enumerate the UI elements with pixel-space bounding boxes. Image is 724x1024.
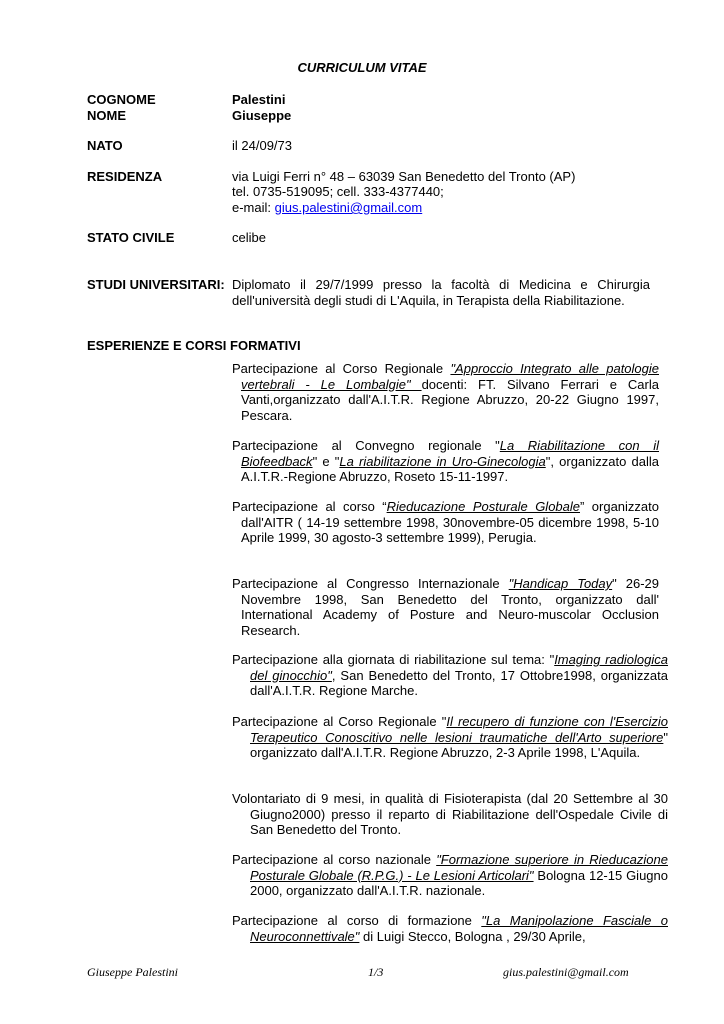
entry-3: Partecipazione al corso “Rieducazione Posturale Globale” organizzato dall'AITR ( 14-19 settembre 1998, 30novembre-05 dicembre 1998, 5-10 Aprile 1999, 30 agosto-3 settembre 1999), Perugia.	[232, 499, 659, 545]
nato-label: NATO	[87, 138, 123, 153]
residenza-phone: tel. 0735-519095; cell. 333-4377440;	[232, 184, 444, 199]
studi-value: Diplomato il 29/7/1999 presso la facoltà di Medicina e Chirurgia dell'università degli studi di L'Aquila, in Terapista della Riabilitazione.	[232, 277, 650, 308]
entry-4: Partecipazione al Congresso Internazionale "Handicap Today" 26-29 Novembre 1998, San Benedetto del Tronto, organizzato dall' International Academy of Posture and Neuro-muscolar Occlusion Research.	[232, 576, 660, 638]
stato-civile-value: celibe	[232, 230, 266, 245]
entry-9: Partecipazione al corso di formazione "La Manipolazione Fasciale o Neuroconnettivale" di Luigi Stecco, Bologna , 29/30 Aprile,	[232, 913, 668, 944]
entry-6: Partecipazione al Corso Regionale "Il recupero di funzione con l'Esercizio Terapeutico Conoscitivo nelle lesioni traumatiche dell'Arto superiore" organizzato dall'A.I.T.R. Regione Abruzzo, 2-3 Aprile 1998, L'Aquila.	[232, 714, 669, 760]
cognome-label: COGNOME	[87, 92, 156, 107]
nato-value: il 24/09/73	[232, 138, 292, 153]
section-heading: ESPERIENZE E CORSI FORMATIVI	[87, 338, 301, 353]
residenza-email-line	[232, 200, 422, 216]
studi-label: STUDI UNIVERSITARI:	[87, 277, 225, 292]
entry-5: Partecipazione alla giornata di riabilitazione sul tema: "Imaging radiologica del ginocchio", San Benedetto del Tronto, 17 Ottobre1998, organizzata dall'A.I.T.R. Regione Marche.	[232, 652, 669, 698]
entry-2: Partecipazione al Convegno regionale "La Riabilitazione con il Biofeedback" e "La riabilitazione in Uro-Ginecologia", organizzato dalla A.I.T.R.-Regione Abruzzo, Roseto 15-11-1997.	[232, 438, 659, 484]
residenza-address: via Luigi Ferri n° 48 – 63039 San Benedetto del Tronto (AP)	[232, 169, 576, 184]
email-prefix: e-mail:	[232, 200, 275, 215]
document-title: CURRICULUM VITAE	[297, 60, 427, 75]
nome-label: NOME	[87, 108, 126, 123]
cognome-value: Palestini	[232, 92, 286, 107]
footer-page-number: 1/3	[368, 965, 384, 979]
footer-email: gius.palestini@gmail.com	[503, 965, 629, 979]
entry-8: Partecipazione al corso nazionale "Formazione superiore in Rieducazione Posturale Globale (R.P.G.) - Le Lesioni Articolari" Bologna 12-15 Giugno 2000, organizzato dall'A.I.T.R. nazionale.	[232, 852, 668, 898]
entry-7: Volontariato di 9 mesi, in qualità di Fisioterapista (dal 20 Settembre al 30 Giugno2000) presso il reparto di Riabilitazione dell'Ospedale Civile di San Benedetto del Tronto.	[232, 791, 668, 837]
nome-value: Giuseppe	[232, 108, 292, 123]
residenza-label: RESIDENZA	[87, 169, 163, 184]
email-link[interactable]: gius.palestini@gmail.com	[274, 200, 423, 215]
footer-author: Giuseppe Palestini	[87, 965, 178, 979]
entry-1: Partecipazione al Corso Regionale "Approccio Integrato alle patologie vertebrali - Le Lombalgie" docenti: FT. Silvano Ferrari e Carla Vanti,organizzato dall'A.I.T.R. Regione Abruzzo, 20-22 Giugno 1997, Pescara.	[232, 361, 659, 423]
stato-civile-label: STATO CIVILE	[87, 230, 175, 245]
